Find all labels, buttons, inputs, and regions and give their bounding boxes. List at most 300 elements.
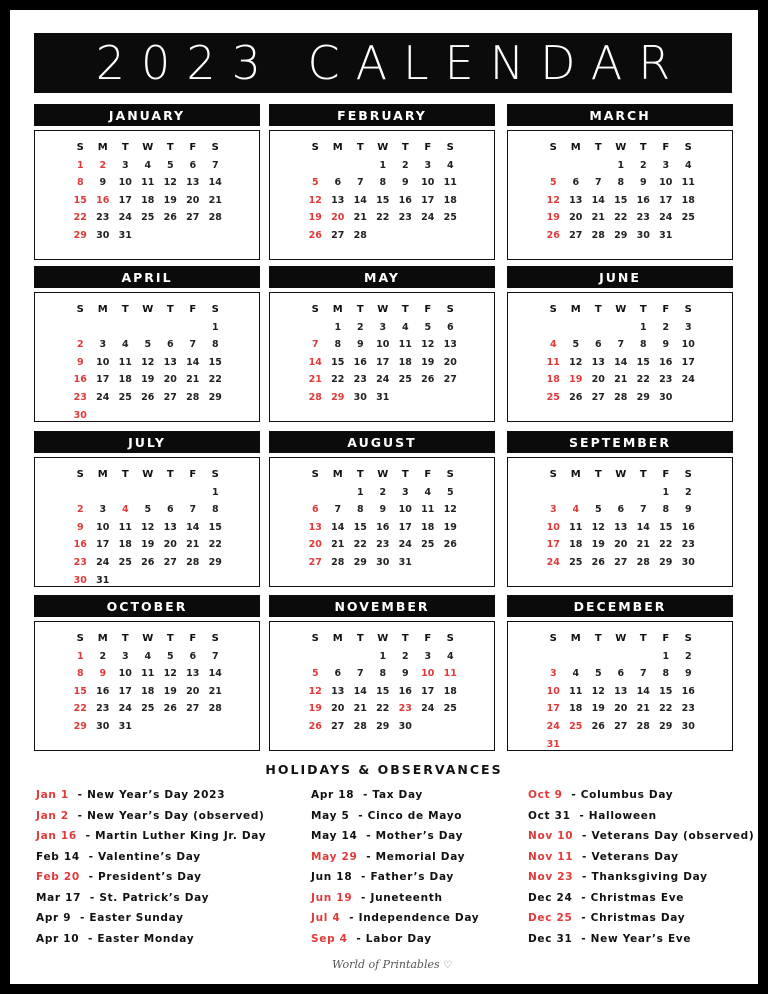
weekday-header: S <box>211 142 219 153</box>
day-cell: 13 <box>163 356 177 368</box>
day-cell: 1 <box>662 486 670 498</box>
weekday-header: F <box>189 469 197 480</box>
day-cell: 8 <box>356 504 364 516</box>
day-cell: 23 <box>681 539 695 551</box>
holiday-item <box>36 810 266 831</box>
day-cell: 2 <box>662 321 670 333</box>
holidays-title: HOLIDAYS & OBSERVANCES <box>265 762 503 777</box>
month-box <box>507 621 733 751</box>
month-name: NOVEMBER <box>269 595 495 617</box>
holiday-date: Sep 4 <box>311 932 348 945</box>
day-grid <box>304 301 494 407</box>
day-cell: 22 <box>659 703 673 715</box>
weekday-header: T <box>639 142 647 153</box>
blank-cell <box>137 484 160 502</box>
weekday-header: W <box>142 633 154 644</box>
day-cell: 29 <box>73 229 87 241</box>
day-cell: 17 <box>546 703 560 715</box>
holiday-date: Feb 20 <box>36 871 80 883</box>
day-cell: 14 <box>636 521 650 533</box>
holiday-name: - Veterans Day (observed) <box>582 830 755 842</box>
day-cell: 4 <box>572 504 580 516</box>
day-cell: 27 <box>163 556 177 568</box>
day-cell: 14 <box>353 194 367 206</box>
day-cell: 3 <box>424 650 432 662</box>
calendar-page <box>10 10 758 984</box>
day-cell: 8 <box>76 177 84 189</box>
weekday-header: M <box>332 469 343 480</box>
day-cell: 27 <box>331 229 345 241</box>
day-cell: 4 <box>446 650 454 662</box>
weekday-header: T <box>166 304 174 315</box>
day-cell: 1 <box>639 321 647 333</box>
holiday-date: Dec 31 <box>528 932 573 945</box>
weekday-header: T <box>401 469 409 480</box>
weekday-header: T <box>639 633 647 644</box>
day-cell: 9 <box>76 521 84 533</box>
day-cell: 26 <box>163 212 177 224</box>
spacer <box>80 851 89 863</box>
day-cell: 24 <box>376 374 390 386</box>
day-cell: 22 <box>614 212 628 224</box>
day-cell: 28 <box>186 556 200 568</box>
day-cell: 16 <box>681 521 695 533</box>
day-cell: 4 <box>424 486 432 498</box>
spacer <box>352 871 361 883</box>
day-cell: 29 <box>659 556 673 568</box>
day-cell: 21 <box>331 539 345 551</box>
blank-cell <box>304 319 327 337</box>
month-box <box>34 621 260 751</box>
weekday-header: W <box>377 304 389 315</box>
day-cell: 16 <box>353 356 367 368</box>
day-cell: 18 <box>443 194 457 206</box>
spacer <box>573 851 582 863</box>
day-cell: 30 <box>96 229 110 241</box>
month-box <box>507 292 733 422</box>
blank-cell <box>349 648 372 666</box>
holiday-item <box>528 851 754 872</box>
day-cell: 31 <box>118 720 132 732</box>
weekday-header: T <box>639 304 647 315</box>
day-cell: 19 <box>591 703 605 715</box>
day-cell: 25 <box>118 556 132 568</box>
day-cell: 21 <box>636 539 650 551</box>
weekday-header: W <box>615 142 627 153</box>
day-cell: 23 <box>398 703 412 715</box>
weekday-header: T <box>356 469 364 480</box>
day-cell: 13 <box>331 685 345 697</box>
day-cell: 1 <box>662 650 670 662</box>
day-cell: 3 <box>549 668 557 680</box>
weekday-header: S <box>76 142 84 153</box>
day-cell: 24 <box>118 703 132 715</box>
blank-cell <box>565 484 588 502</box>
day-cell: 15 <box>331 356 345 368</box>
month-name: OCTOBER <box>34 595 260 617</box>
day-cell: 8 <box>379 177 387 189</box>
holiday-item <box>36 892 266 913</box>
day-cell: 11 <box>421 504 435 516</box>
day-grid <box>542 630 732 753</box>
blank-cell <box>610 319 633 337</box>
day-cell: 10 <box>421 177 435 189</box>
day-cell: 21 <box>591 212 605 224</box>
weekday-header: T <box>401 142 409 153</box>
holiday-date: Apr 9 <box>36 912 72 924</box>
day-cell: 14 <box>353 685 367 697</box>
day-cell: 13 <box>331 194 345 206</box>
day-cell: 27 <box>614 556 628 568</box>
weekday-header: T <box>639 469 647 480</box>
day-cell: 11 <box>141 668 155 680</box>
weekday-header: S <box>446 142 454 153</box>
day-cell: 9 <box>684 668 692 680</box>
weekday-header: T <box>356 142 364 153</box>
day-cell: 7 <box>639 668 647 680</box>
spacer <box>573 892 582 904</box>
month-box <box>269 621 495 751</box>
day-cell: 8 <box>662 504 670 516</box>
day-cell: 13 <box>569 194 583 206</box>
day-cell: 2 <box>76 339 84 351</box>
day-cell: 27 <box>614 720 628 732</box>
month-box <box>269 292 495 422</box>
day-cell: 26 <box>569 391 583 403</box>
holiday-item <box>36 933 266 954</box>
day-cell: 28 <box>208 703 222 715</box>
month-july <box>34 431 260 587</box>
weekday-header: M <box>97 142 108 153</box>
weekday-header: W <box>142 304 154 315</box>
weekday-header: S <box>446 469 454 480</box>
month-name: AUGUST <box>269 431 495 453</box>
day-cell: 17 <box>118 685 132 697</box>
day-cell: 16 <box>636 194 650 206</box>
day-cell: 22 <box>208 374 222 386</box>
day-cell: 29 <box>208 556 222 568</box>
holiday-name: - New Year’s Eve <box>581 932 692 945</box>
weekday-header: T <box>121 469 129 480</box>
weekday-header: T <box>401 304 409 315</box>
day-cell: 28 <box>208 212 222 224</box>
holiday-name: - Halloween <box>579 809 657 822</box>
holiday-item <box>528 892 754 913</box>
weekday-header: T <box>594 469 602 480</box>
day-cell: 31 <box>376 391 390 403</box>
day-cell: 22 <box>208 539 222 551</box>
holiday-item <box>311 933 479 954</box>
month-february <box>269 104 495 260</box>
weekday-header: W <box>377 469 389 480</box>
blank-cell <box>565 319 588 337</box>
holiday-date: Jan 16 <box>36 830 77 842</box>
day-cell: 15 <box>73 194 87 206</box>
brand-logo <box>332 958 452 971</box>
day-grid <box>542 301 732 407</box>
weekday-header: F <box>189 633 197 644</box>
holiday-name: - Tax Day <box>363 789 423 801</box>
blank-cell <box>159 484 182 502</box>
day-cell: 24 <box>546 556 560 568</box>
holiday-item <box>528 810 754 831</box>
day-cell: 10 <box>118 177 132 189</box>
weekday-header: T <box>121 142 129 153</box>
day-cell: 13 <box>308 521 322 533</box>
weekday-header: W <box>142 469 154 480</box>
blank-cell <box>610 484 633 502</box>
day-cell: 18 <box>141 194 155 206</box>
day-cell: 10 <box>659 177 673 189</box>
holiday-item <box>311 789 479 810</box>
weekday-header: W <box>615 304 627 315</box>
day-cell: 14 <box>308 356 322 368</box>
weekday-header: S <box>684 142 692 153</box>
holidays-column <box>528 789 754 953</box>
holiday-item <box>528 871 754 892</box>
weekday-header: T <box>121 304 129 315</box>
day-cell: 3 <box>424 159 432 171</box>
day-cell: 24 <box>546 720 560 732</box>
weekday-header: S <box>446 633 454 644</box>
day-cell: 24 <box>681 374 695 386</box>
day-cell: 29 <box>331 391 345 403</box>
day-cell: 17 <box>398 521 412 533</box>
day-cell: 6 <box>572 177 580 189</box>
day-cell: 4 <box>144 159 152 171</box>
day-cell: 7 <box>211 159 219 171</box>
month-name: APRIL <box>34 266 260 288</box>
day-cell: 14 <box>186 521 200 533</box>
day-cell: 10 <box>546 685 560 697</box>
blank-cell <box>542 484 565 502</box>
holiday-date: Jun 19 <box>311 891 353 904</box>
day-cell: 27 <box>569 229 583 241</box>
day-cell: 23 <box>73 391 87 403</box>
day-cell: 10 <box>546 521 560 533</box>
day-cell: 22 <box>353 539 367 551</box>
day-cell: 28 <box>186 391 200 403</box>
day-cell: 1 <box>334 321 342 333</box>
day-cell: 2 <box>639 159 647 171</box>
day-cell: 12 <box>141 521 155 533</box>
day-cell: 21 <box>186 539 200 551</box>
day-cell: 16 <box>681 685 695 697</box>
day-cell: 15 <box>636 356 650 368</box>
day-cell: 24 <box>96 391 110 403</box>
weekday-header: M <box>570 633 581 644</box>
holiday-date: Nov 23 <box>528 871 574 883</box>
day-cell: 15 <box>659 521 673 533</box>
weekday-header: S <box>446 304 454 315</box>
day-cell: 1 <box>617 159 625 171</box>
day-cell: 3 <box>121 650 129 662</box>
weekday-header: T <box>356 304 364 315</box>
day-cell: 8 <box>639 339 647 351</box>
day-cell: 1 <box>379 650 387 662</box>
holiday-date: Nov 11 <box>528 850 574 863</box>
holiday-item <box>311 810 479 831</box>
day-cell: 16 <box>73 374 87 386</box>
spacer <box>573 933 582 945</box>
day-cell: 21 <box>208 194 222 206</box>
day-cell: 7 <box>639 504 647 516</box>
day-cell: 22 <box>636 374 650 386</box>
day-cell: 8 <box>334 339 342 351</box>
holiday-name: - Labor Day <box>356 932 432 945</box>
day-cell: 14 <box>186 356 200 368</box>
weekday-header: M <box>570 469 581 480</box>
holiday-date: May 5 <box>311 809 350 822</box>
weekday-header: W <box>615 633 627 644</box>
blank-cell <box>304 648 327 666</box>
weekday-header: S <box>76 633 84 644</box>
month-june <box>507 266 733 422</box>
day-cell: 15 <box>614 194 628 206</box>
day-cell: 29 <box>614 229 628 241</box>
day-cell: 24 <box>118 212 132 224</box>
weekday-header: W <box>377 142 389 153</box>
day-cell: 6 <box>189 650 197 662</box>
day-cell: 20 <box>614 703 628 715</box>
spacer <box>80 871 89 883</box>
holiday-date: Jan 1 <box>36 789 69 801</box>
weekday-header: T <box>166 633 174 644</box>
month-box <box>34 130 260 260</box>
month-box <box>269 130 495 260</box>
day-cell: 5 <box>594 504 602 516</box>
day-cell: 12 <box>443 504 457 516</box>
day-cell: 29 <box>659 720 673 732</box>
holiday-item <box>36 912 266 933</box>
day-cell: 21 <box>636 703 650 715</box>
spacer <box>69 810 78 822</box>
day-cell: 13 <box>186 668 200 680</box>
weekday-header: M <box>332 304 343 315</box>
day-cell: 3 <box>662 159 670 171</box>
day-cell: 10 <box>376 339 390 351</box>
day-cell: 31 <box>546 738 560 750</box>
day-cell: 20 <box>163 374 177 386</box>
spacer <box>573 871 582 883</box>
day-cell: 12 <box>163 668 177 680</box>
day-cell: 29 <box>208 391 222 403</box>
day-cell: 16 <box>659 356 673 368</box>
day-cell: 11 <box>546 356 560 368</box>
holiday-date: Nov 10 <box>528 830 574 842</box>
day-cell: 9 <box>684 504 692 516</box>
spacer <box>81 892 90 904</box>
holiday-item <box>36 789 266 810</box>
day-cell: 10 <box>96 356 110 368</box>
day-cell: 26 <box>591 720 605 732</box>
day-cell: 14 <box>614 356 628 368</box>
day-cell: 25 <box>421 539 435 551</box>
day-cell: 7 <box>594 177 602 189</box>
holiday-name: - Christmas Day <box>581 912 686 924</box>
spacer <box>358 851 367 863</box>
day-cell: 22 <box>331 374 345 386</box>
day-cell: 18 <box>569 539 583 551</box>
day-cell: 2 <box>99 650 107 662</box>
blank-cell <box>587 319 610 337</box>
day-cell: 27 <box>443 374 457 386</box>
day-cell: 26 <box>141 556 155 568</box>
day-cell: 4 <box>549 339 557 351</box>
weekday-header: S <box>684 469 692 480</box>
day-cell: 23 <box>96 703 110 715</box>
day-cell: 19 <box>163 685 177 697</box>
month-box <box>507 130 733 260</box>
day-cell: 26 <box>546 229 560 241</box>
day-cell: 6 <box>594 339 602 351</box>
day-cell: 27 <box>331 720 345 732</box>
weekday-header: S <box>211 469 219 480</box>
holiday-item <box>311 892 479 913</box>
day-cell: 2 <box>684 486 692 498</box>
holiday-date: May 14 <box>311 830 358 842</box>
day-cell: 28 <box>331 556 345 568</box>
day-cell: 11 <box>569 521 583 533</box>
holiday-name: - New Year’s Day (observed) <box>77 809 265 822</box>
day-cell: 22 <box>659 539 673 551</box>
weekday-header: F <box>662 304 670 315</box>
weekday-header: M <box>570 142 581 153</box>
day-cell: 24 <box>421 212 435 224</box>
day-cell: 3 <box>379 321 387 333</box>
holiday-item <box>528 912 754 933</box>
day-cell: 20 <box>331 212 345 224</box>
month-name: JANUARY <box>34 104 260 126</box>
day-cell: 26 <box>141 391 155 403</box>
month-box <box>507 457 733 587</box>
spacer <box>573 830 582 842</box>
day-cell: 25 <box>141 703 155 715</box>
day-cell: 12 <box>308 685 322 697</box>
day-cell: 18 <box>118 374 132 386</box>
day-cell: 19 <box>569 374 583 386</box>
day-cell: 15 <box>376 685 390 697</box>
day-cell: 6 <box>446 321 454 333</box>
day-cell: 18 <box>118 539 132 551</box>
blank-cell <box>542 319 565 337</box>
blank-cell <box>565 648 588 666</box>
day-cell: 9 <box>662 339 670 351</box>
day-cell: 31 <box>96 574 110 586</box>
day-cell: 7 <box>617 339 625 351</box>
day-cell: 1 <box>211 321 219 333</box>
day-cell: 20 <box>308 539 322 551</box>
weekday-header: W <box>377 633 389 644</box>
day-cell: 27 <box>186 703 200 715</box>
day-cell: 14 <box>636 685 650 697</box>
day-cell: 20 <box>186 685 200 697</box>
weekday-header: S <box>549 469 557 480</box>
day-cell: 7 <box>356 177 364 189</box>
day-cell: 16 <box>73 539 87 551</box>
day-cell: 20 <box>591 374 605 386</box>
weekday-header: S <box>549 633 557 644</box>
holiday-item <box>311 912 479 933</box>
holiday-item <box>36 871 266 892</box>
day-cell: 27 <box>591 391 605 403</box>
weekday-header: S <box>211 304 219 315</box>
day-cell: 2 <box>401 650 409 662</box>
day-cell: 6 <box>617 668 625 680</box>
day-cell: 17 <box>421 685 435 697</box>
day-cell: 5 <box>311 177 319 189</box>
day-cell: 10 <box>96 521 110 533</box>
